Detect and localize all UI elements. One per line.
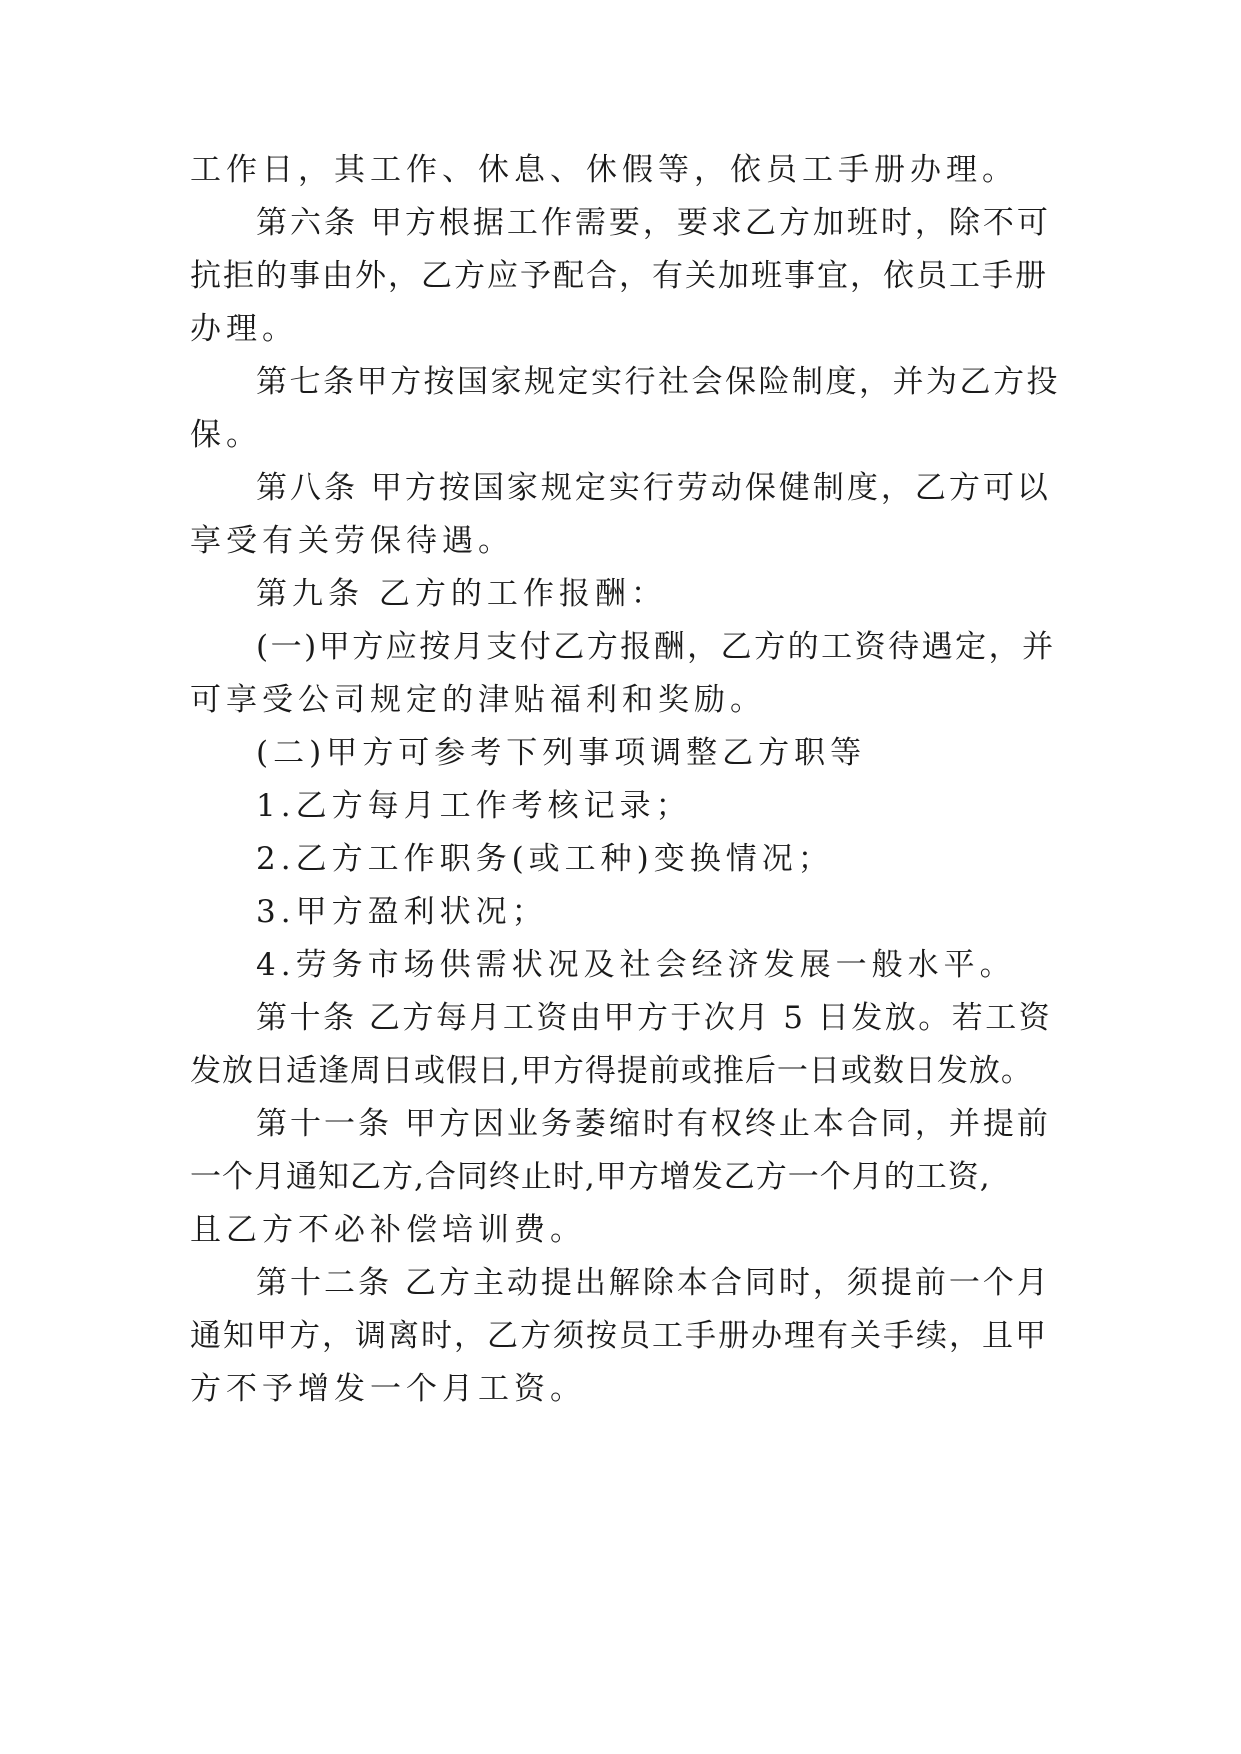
- text-line: 方不予增发一个月工资。: [190, 1371, 586, 1407]
- list-item: 3.甲方盈利状况；: [256, 894, 548, 930]
- list-item: 1.乙方每月工作考核记录；: [256, 788, 692, 824]
- text-line: 办理。: [190, 311, 298, 347]
- text-line: 保。: [190, 417, 262, 453]
- article-6-heading-line: 第六条 甲方根据工作需要，要求乙方加班时，除不可: [256, 205, 1051, 241]
- article-7-heading-line: 第七条甲方按国家规定实行社会保险制度，并为乙方投: [256, 364, 1060, 400]
- list-item: 2.乙方工作职务(或工种)变换情况；: [256, 841, 834, 877]
- text-line: 可享受公司规定的津贴福利和奖励。: [190, 682, 766, 718]
- list-item: 4.劳务市场供需状况及社会经济发展一般水平。: [256, 947, 1016, 983]
- text-line: 发放日适逢周日或假日,甲方得提前或推后一日或数日发放。: [190, 1053, 1033, 1089]
- article-12-heading-line: 第十二条 乙方主动提出解除本合同时，须提前一个月: [256, 1265, 1051, 1301]
- article-8-heading-line: 第八条 甲方按国家规定实行劳动保健制度，乙方可以: [256, 470, 1051, 506]
- clause-line: (一)甲方应按月支付乙方报酬，乙方的工资待遇定，并: [256, 629, 1056, 665]
- text-line: 工作日，其工作、休息、休假等，依员工手册办理。: [190, 152, 1018, 188]
- article-9-heading-line: 第九条 乙方的工作报酬：: [256, 576, 667, 612]
- text-line: 通知甲方，调离时，乙方须按员工手册办理有关手续，且甲: [190, 1318, 1048, 1354]
- article-11-heading-line: 第十一条 甲方因业务萎缩时有权终止本合同，并提前: [256, 1106, 1051, 1142]
- text-line: 一个月通知乙方,合同终止时,甲方增发乙方一个月的工资,: [190, 1159, 991, 1195]
- text-line: 抗拒的事由外，乙方应予配合，有关加班事宜，依员工手册: [190, 258, 1048, 294]
- article-10-heading-line: 第十条 乙方每月工资由甲方于次月 5 日发放。若工资: [256, 1000, 1053, 1036]
- text-line: 且乙方不必补偿培训费。: [190, 1212, 586, 1248]
- clause-line: (二)甲方可参考下列事项调整乙方职等: [256, 735, 867, 771]
- text-line: 享受有关劳保待遇。: [190, 523, 514, 559]
